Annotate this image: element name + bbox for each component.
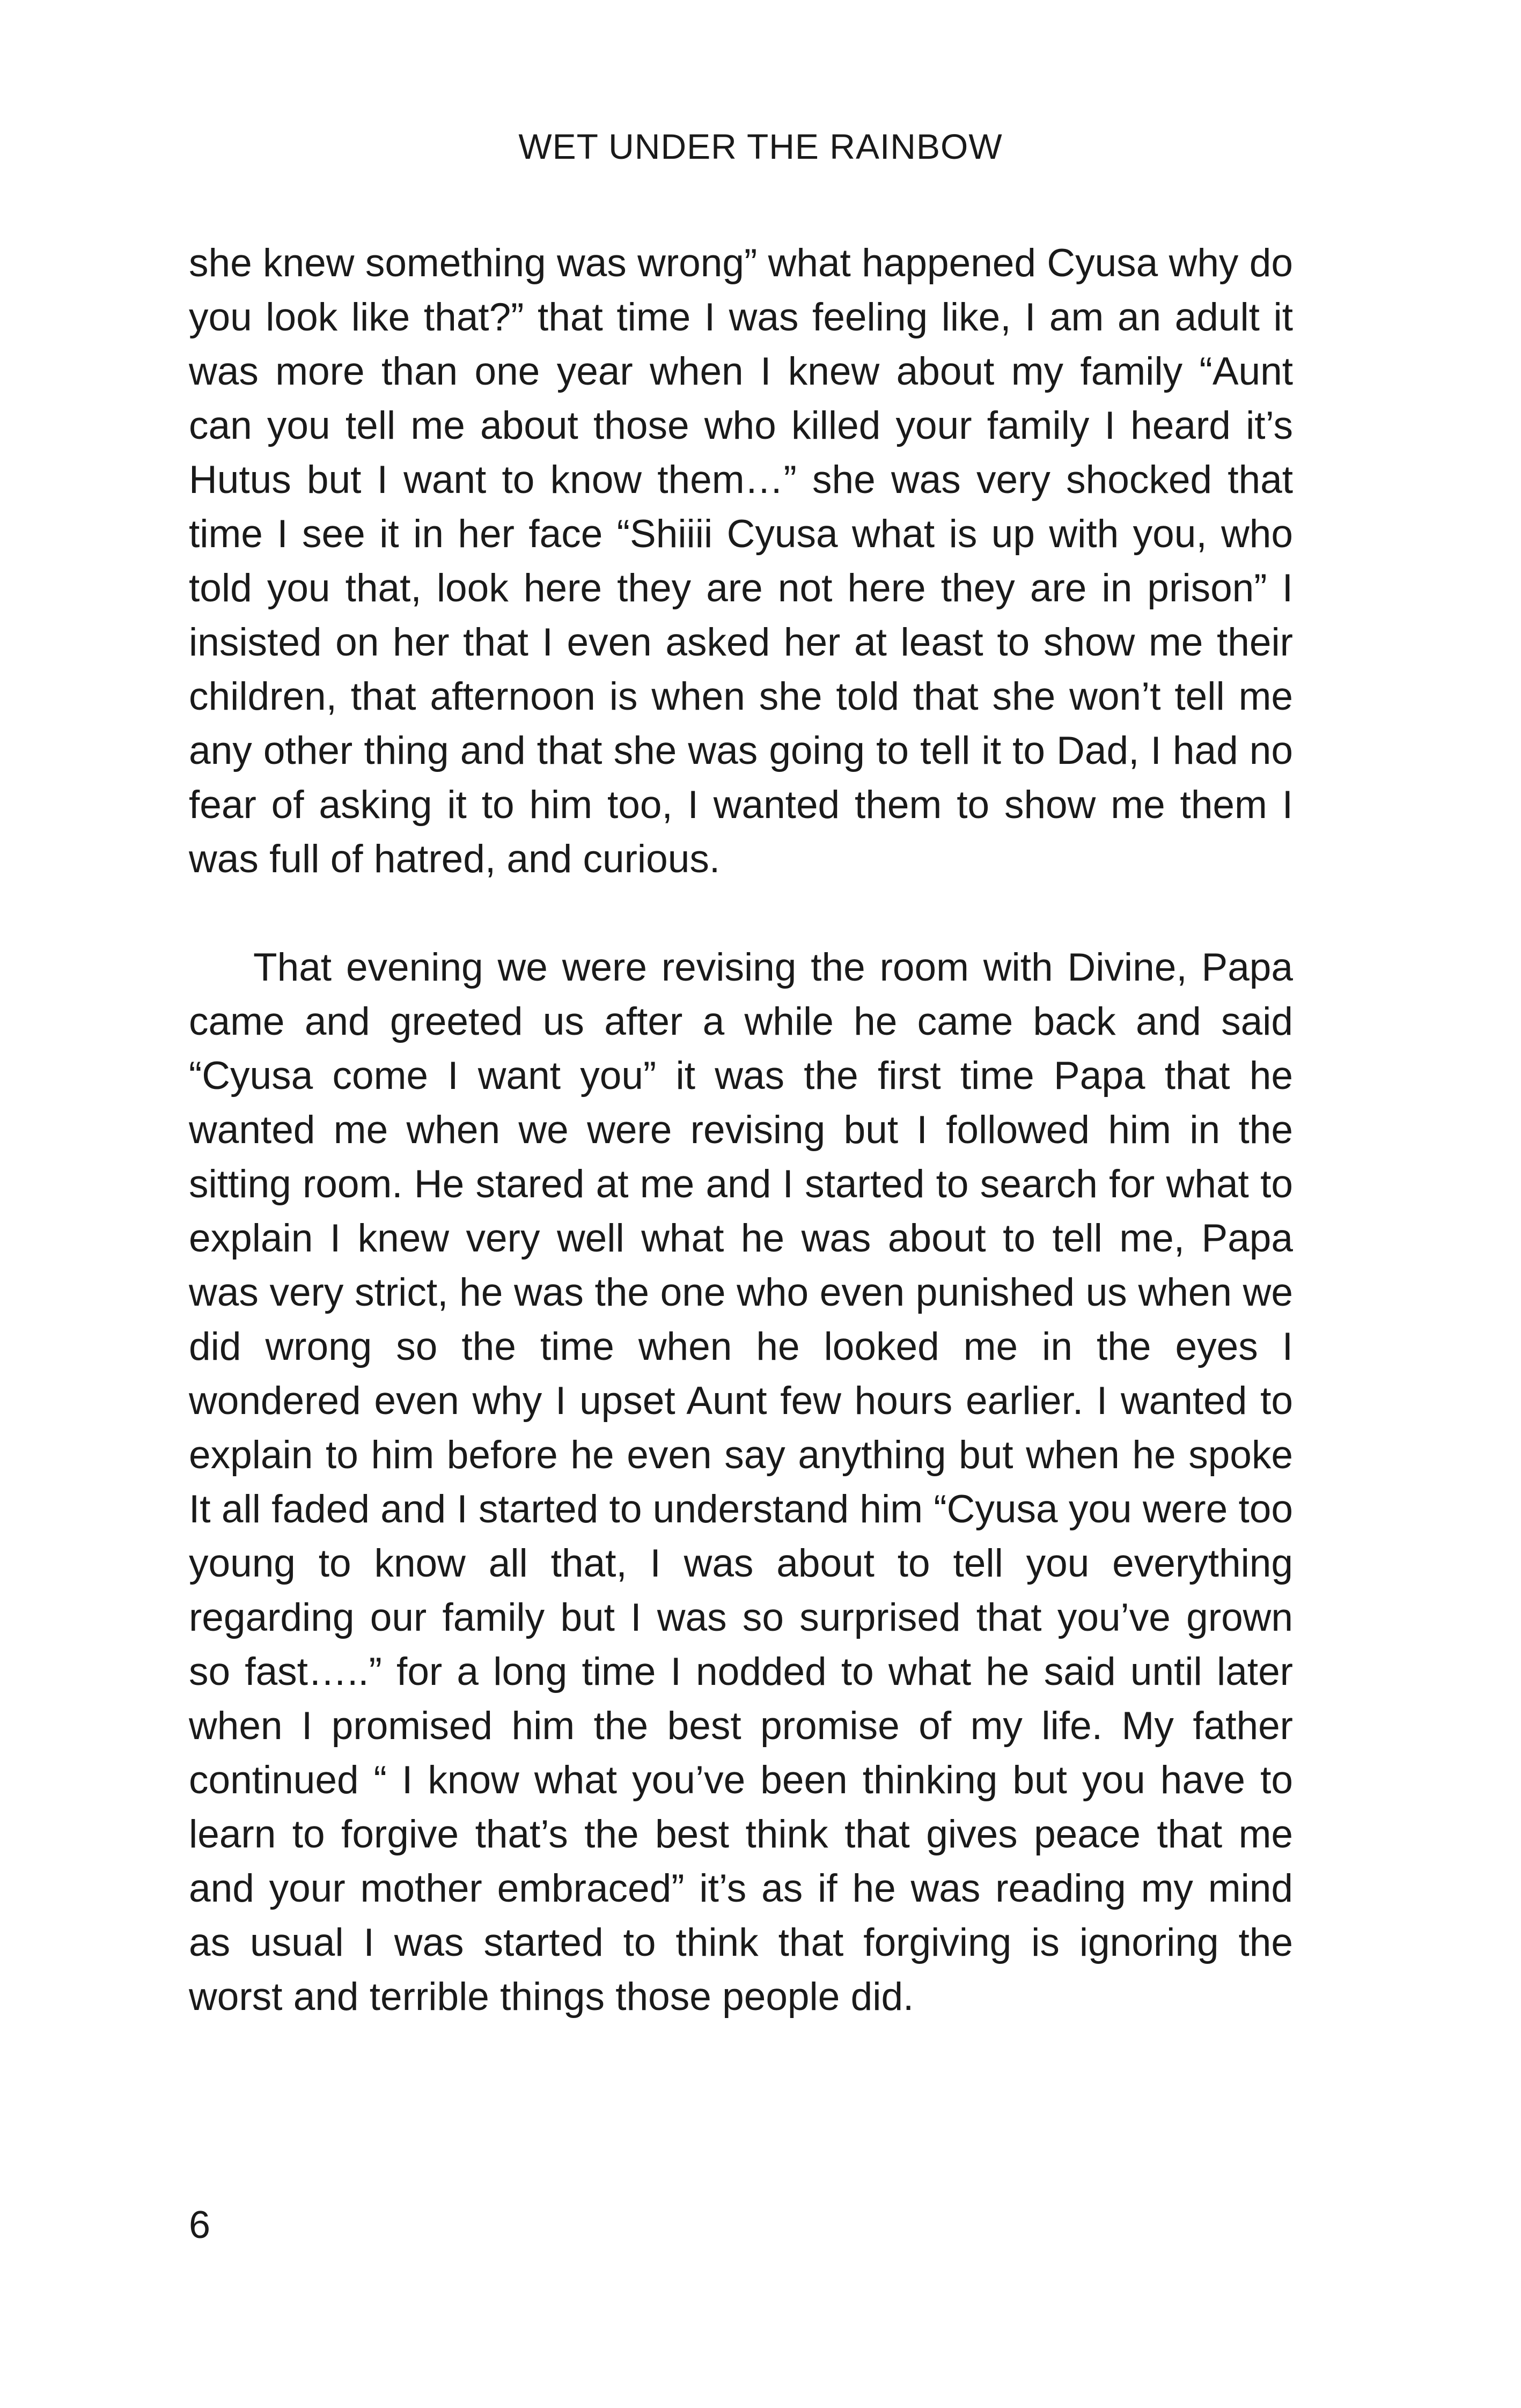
paragraph-continued: she knew something was wrong” what happened Cyusa why do you look like that?” that time I was feeling like, I am an adult it was more than one year when I knew about my family “Aunt can you tell me about those who killed your family I heard it’s Hutus but I want to know them…” she was very shocked that time I see it in her face “Shiiii Cyusa what is up with you, who told you that, look here they are not here they are in prison” I insisted on her that I even asked her at least to show me their children, that afternoon is when she told that she won’t tell me any other thing and that she was going to tell it to Dad, I had no fear of asking it to him too, I wanted them to show me them I was full of hatred, and curious.: [189, 241, 1293, 881]
paragraph-that-evening: That evening we were revising the room with Divine, Papa came and greeted us after a while he came back and said “Cyusa come I want you” it was the first time Papa that he wanted me when we were revising but I followed him in the sitting room. He stared at me and I started to search for what to explain I knew very well what he was about to tell me, Papa was very strict, he was the one who even punished us when we did wrong so the time when he looked me in the eyes I wondered even why I upset Aunt few hours earlier. I wanted to explain to him before he even say anything but when he spoke It all faded and I started to understand him “Cyusa you were too young to know all that, I was about to tell you everything regarding our family but I was so surprised that you’ve grown so fast…..” for a long time I nodded to what he said until later when I promised him the best promise of my life. My father continued “ I know what you’ve been thinking but you have to learn to forgive that’s the best think that gives peace that me and your mother embraced” it’s as if he was reading my mind as usual I was started to think that forgiving is ignoring the worst and terrible things those people did.: [189, 946, 1293, 2019]
running-header-title: WET UNDER THE RAINBOW: [518, 127, 1003, 166]
page-number: 6: [189, 2204, 211, 2247]
body-text: [189, 236, 1293, 2024]
